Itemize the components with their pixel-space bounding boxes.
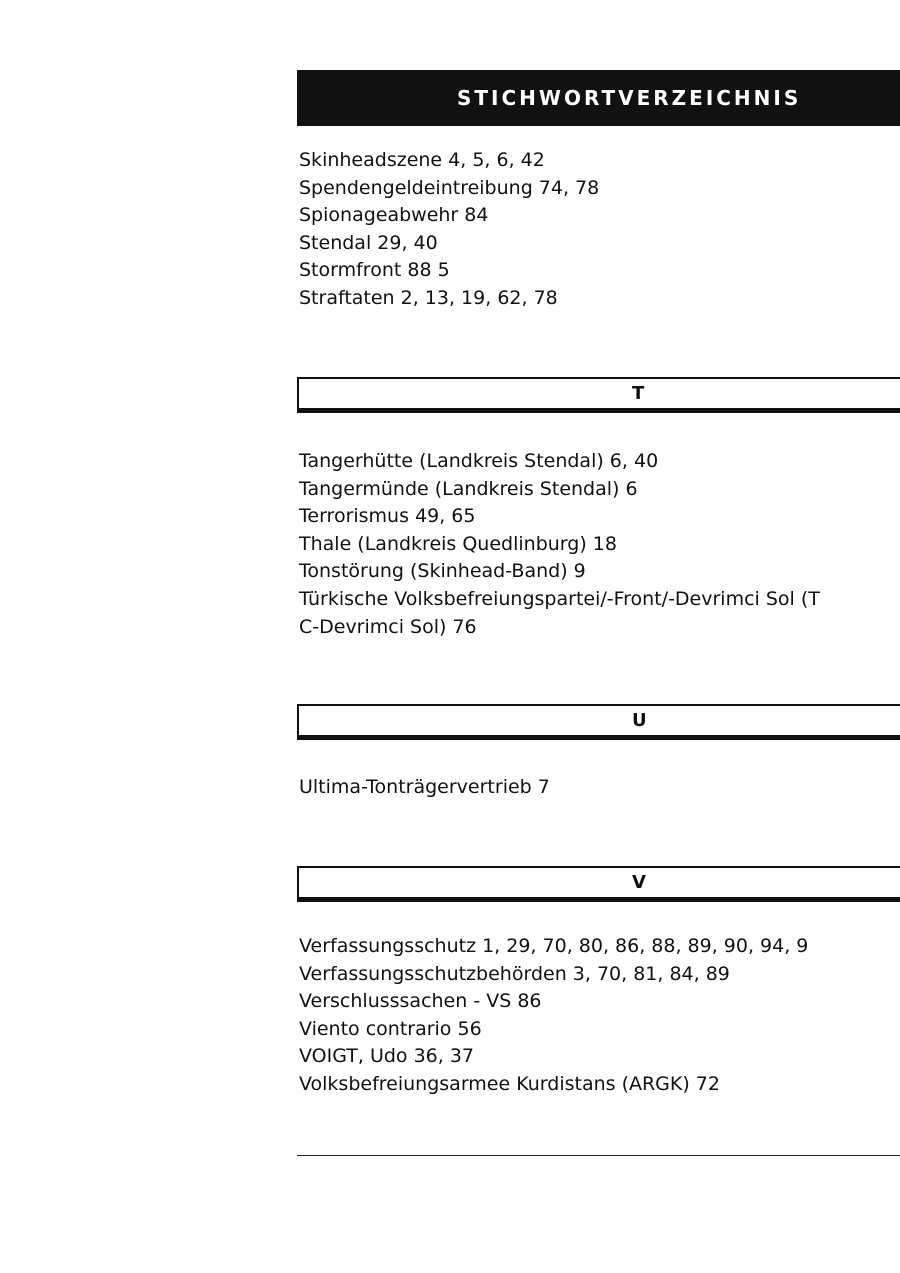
section-s-entries xyxy=(299,147,599,313)
index-entry: Straftaten 2, 13, 19, 62, 78 xyxy=(299,286,558,309)
letter-v: V xyxy=(632,872,646,893)
index-entry: Verfassungsschutzbehörden 3, 70, 81, 84, 89 xyxy=(299,962,730,985)
index-entry: Terrorismus 49, 65 xyxy=(299,505,476,528)
section-v-entries xyxy=(299,933,808,1099)
index-entry: Tonstörung (Skinhead-Band) 9 xyxy=(299,560,586,583)
index-entry: Skinheadszene 4, 5, 6, 42 xyxy=(299,149,545,171)
index-entry: Türkische Volksbefreiungspartei/-Front/-Devrimci Sol (T xyxy=(299,587,820,610)
index-title-bar xyxy=(297,70,900,126)
index-entry: Thale (Landkreis Quedlinburg) 18 xyxy=(299,532,617,555)
index-entry: Tangermünde (Landkreis Stendal) 6 xyxy=(299,477,638,500)
index-entry: Verschlusssachen - VS 86 xyxy=(299,990,542,1013)
index-entry: Spendengeldeintreibung 74, 78 xyxy=(299,176,600,199)
bottom-divider xyxy=(297,1155,900,1156)
letter-t: T xyxy=(632,383,645,404)
index-entry: Volksbefreiungsarmee Kurdistans (ARGK) 72 xyxy=(299,1072,720,1095)
index-entry: Ultima-Tonträgervertrieb 7 xyxy=(299,776,550,798)
letter-header-u xyxy=(297,704,900,740)
index-title: STICHWORTVERZEICHNIS xyxy=(457,86,802,110)
letter-header-v xyxy=(297,866,900,902)
section-t-entries xyxy=(299,448,820,641)
letter-u: U xyxy=(632,710,647,731)
index-entry: VOIGT, Udo 36, 37 xyxy=(299,1045,475,1068)
index-entry: Stendal 29, 40 xyxy=(299,231,438,254)
section-u-entries xyxy=(299,774,550,802)
index-entry: Tangerhütte (Landkreis Stendal) 6, 40 xyxy=(299,450,659,472)
index-entry: Stormfront 88 5 xyxy=(299,259,450,282)
index-entry: Verfassungsschutz 1, 29, 70, 80, 86, 88, 89, 90, 94, 9 xyxy=(299,935,809,957)
index-entry: Viento contrario 56 xyxy=(299,1017,482,1040)
letter-header-t xyxy=(297,377,900,413)
index-entry: C-Devrimci Sol) 76 xyxy=(299,615,477,638)
index-entry: Spionageabwehr 84 xyxy=(299,204,489,227)
